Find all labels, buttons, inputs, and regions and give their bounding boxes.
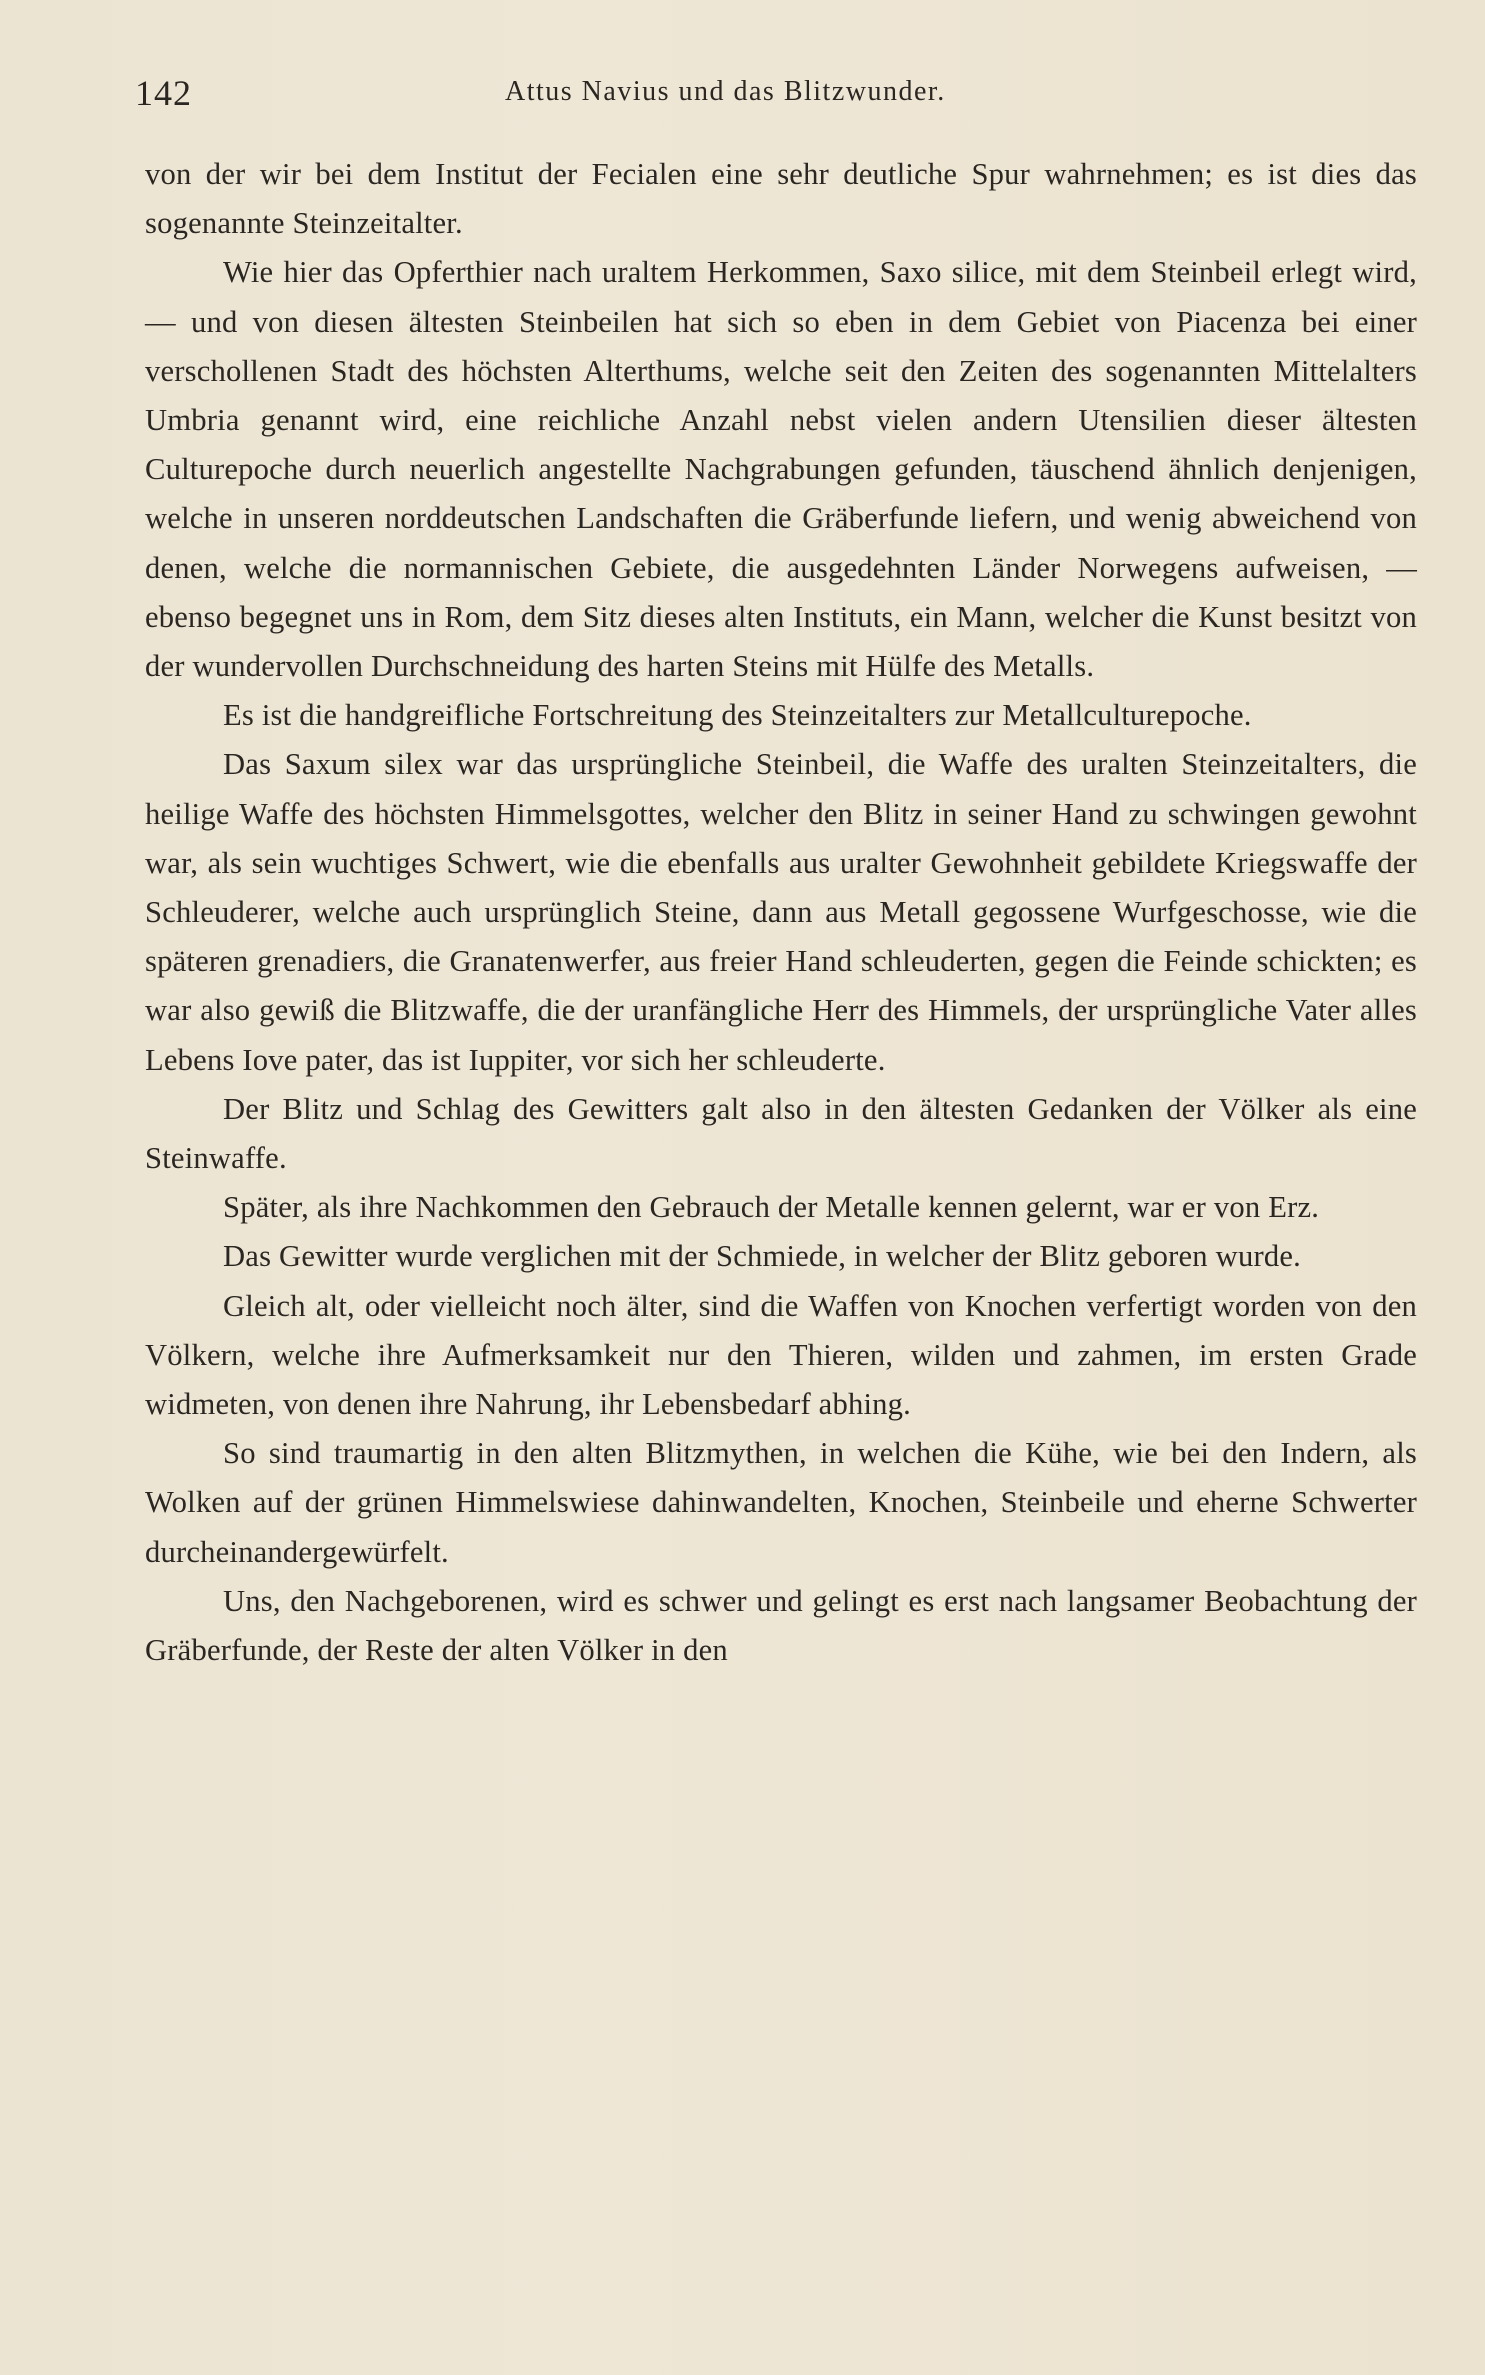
- paragraph: Das Saxum silex war das ursprüngliche Steinbeil, die Waffe des uralten Steinzeitalters, die heilige Waffe des höchsten Himmelsgottes, welcher den Blitz in seiner Hand zu schwingen gewohnt war, als sein wuchtiges Schwert, wie die ebenfalls aus uralter Gewohnheit gebildete Kriegswaffe der Schleuderer, welche auch ursprünglich Steine, dann aus Metall gegossene Wurfgeschosse, wie die späteren grenadiers, die Granatenwerfer, aus freier Hand schleuderten, gegen die Feinde schickten; es war also gewiß die Blitzwaffe, die der uranfängliche Herr des Himmels, der ursprüngliche Vater alles Lebens Iove pater, das ist Iuppiter, vor sich her schleuderte.: [145, 747, 1417, 1077]
- paragraph: Später, als ihre Nachkommen den Gebrauch der Metalle kennen gelernt, war er von Erz.: [223, 1190, 1320, 1225]
- paragraph: Es ist die handgreifliche Fortschreitung des Steinzeitalters zur Metallculturepoche.: [223, 698, 1252, 733]
- page-number: 142: [135, 73, 192, 113]
- body-text: [145, 150, 1417, 1675]
- paragraph: Uns, den Nachgeborenen, wird es schwer und gelingt es erst nach langsamer Beobachtung der Gräberfunde, der Reste der alten Völker in den: [145, 1583, 1417, 1668]
- paragraph: Das Gewitter wurde verglichen mit der Schmiede, in welcher der Blitz geboren wurde.: [223, 1239, 1301, 1274]
- page-header: [135, 72, 1415, 122]
- paragraph: Der Blitz und Schlag des Gewitters galt also in den ältesten Gedanken der Völker als eine Steinwaffe.: [145, 1091, 1417, 1176]
- paragraph: von der wir bei dem Institut der Fecialen eine sehr deutliche Spur wahrnehmen; es ist dies das sogenannte Steinzeitalter.: [145, 157, 1417, 241]
- paragraph: Wie hier das Opferthier nach uraltem Herkommen, Saxo silice, mit dem Steinbeil erlegt wird, — und von diesen ältesten Steinbeilen hat sich so eben in dem Gebiet von Piacenza bei einer verschollenen Stadt des höchsten Alterthums, welche seit den Zeiten des sogenannten Mittelalters Umbria genannt wird, eine reichliche Anzahl nebst vielen andern Utensilien dieser ältesten Culturepoche durch neuerlich angestellte Nachgrabungen gefunden, täuschend ähnlich denjenigen, welche in unseren norddeutschen Landschaften die Gräberfunde liefern, und wenig abweichend von denen, welche die normannischen Gebiete, die ausgedehnten Länder Norwegens aufweisen, — ebenso begegnet uns in Rom, dem Sitz dieses alten Instituts, ein Mann, welcher die Kunst besitzt von der wundervollen Durchschneidung des harten Steins mit Hülfe des Metalls.: [145, 255, 1417, 684]
- paragraph: So sind traumartig in den alten Blitzmythen, in welchen die Kühe, wie bei den Indern, als Wolken auf der grünen Himmelswiese dahinwandelten, Knochen, Steinbeile und eherne Schwerter durcheinandergewürfelt.: [145, 1436, 1417, 1569]
- paragraph: Gleich alt, oder vielleicht noch älter, sind die Waffen von Knochen verfertigt worden von den Völkern, welche ihre Aufmerksamkeit nur den Thieren, wilden und zahmen, im ersten Grade widmeten, von denen ihre Nahrung, ihr Lebensbedarf abhing.: [145, 1288, 1417, 1422]
- running-head: Attus Navius und das Blitzwunder.: [505, 76, 946, 107]
